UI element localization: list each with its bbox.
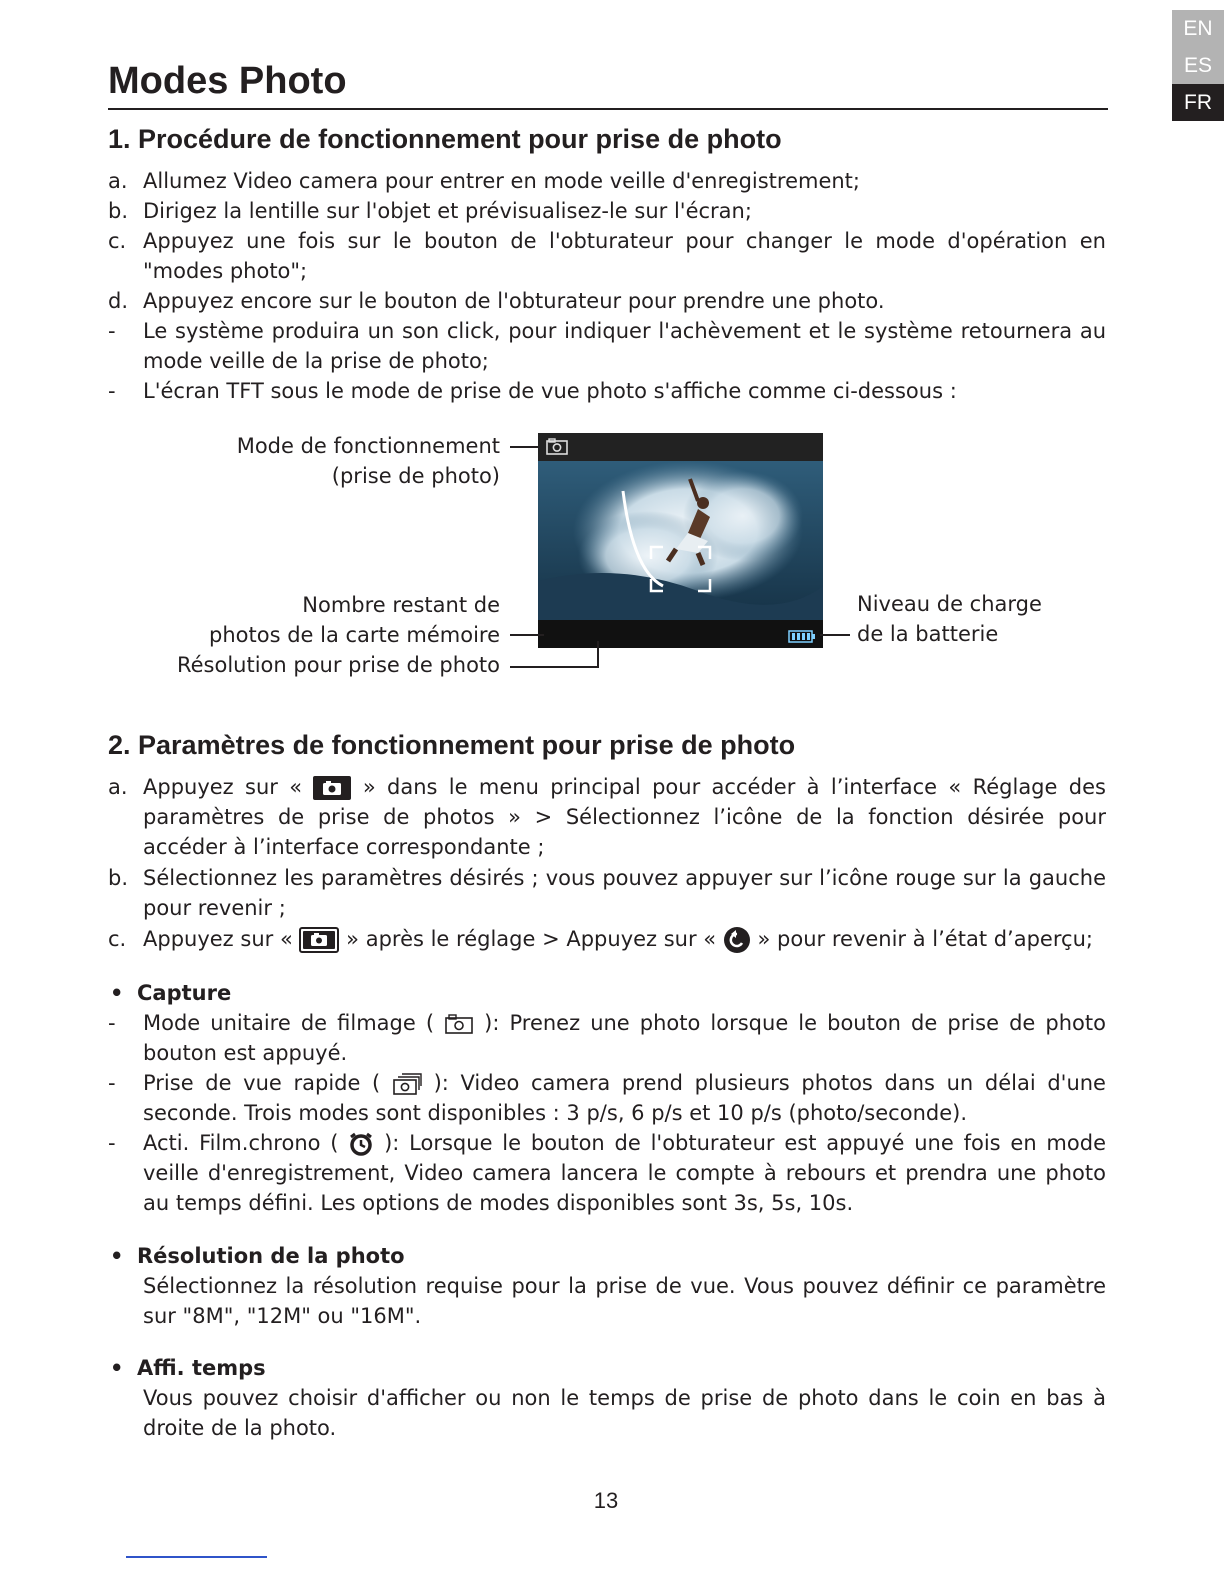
footer-rule — [126, 1556, 267, 1558]
list-item — [108, 924, 1106, 954]
single-shot-icon — [444, 1013, 474, 1035]
list-item — [108, 1128, 1106, 1218]
time-display-section — [108, 1353, 1106, 1443]
resolution-text: Sélectionnez la résolution requise pour la prise de vue. Vous pouvez définir ce paramètre sur "8M", "12M" ou "16M". — [143, 1274, 1106, 1328]
list-item-text: » après le réglage > Appuyez sur « — [346, 927, 717, 951]
lang-tab-en[interactable]: EN — [1172, 10, 1224, 47]
list-item-text: Appuyez une fois sur le bouton de l'obturateur pour changer le mode d'opération en "modes photo"; — [143, 229, 1106, 283]
list-marker: - — [108, 379, 116, 403]
callout-line: Niveau de charge — [857, 592, 1042, 616]
list-item-text: Allumez Video camera pour entrer en mode veille d'enregistrement; — [143, 169, 860, 193]
lang-tab-fr[interactable]: FR — [1172, 84, 1224, 121]
list-marker: a. — [108, 169, 128, 193]
language-tabs — [1172, 10, 1224, 121]
list-item — [108, 1008, 1106, 1068]
capture-heading — [108, 978, 1106, 1008]
bullet-marker: • — [110, 1244, 124, 1268]
camera-screen-preview — [538, 433, 823, 648]
list-item-text: Prise de vue rapide ( — [143, 1071, 381, 1095]
time-display-text: Vous pouvez choisir d'afficher ou non le temps de prise de photo dans le coin en bas à droite de la photo. — [143, 1386, 1106, 1440]
self-timer-icon — [348, 1132, 374, 1156]
bullet-marker: • — [110, 981, 124, 1005]
list-marker: c. — [108, 229, 127, 253]
camera-settings-icon — [299, 927, 339, 953]
list-marker: d. — [108, 289, 129, 313]
heading-text: Capture — [137, 981, 232, 1005]
page-title: Modes Photo — [108, 58, 1108, 110]
remaining-callout-label — [209, 590, 500, 650]
resolution-callout-label: Résolution pour prise de photo — [176, 653, 500, 677]
leader-line — [820, 634, 850, 636]
list-item-text: ): Video camera prend plusieurs photos dans un délai d'une seconde. Trois modes sont disponibles : 3 p/s, 6 p/s et 10 p/s (photo/seconde). — [143, 1071, 1106, 1125]
list-item-text: » dans le menu principal pour accéder à l’interface « Réglage des paramètres de prise de photos » > Sélectionnez l’icône de la fonction désirée pour accéder à l’interface correspondante ; — [143, 775, 1106, 859]
list-item-text: ): Lorsque le bouton de l'obturateur est appuyé une fois en mode veille d'enregistrement, Video camera lancera le compte à rebours et prendra une photo au temps défini. Les options de modes disponibles sont 3s, 5s, 10s. — [143, 1131, 1106, 1215]
list-item — [108, 772, 1106, 862]
list-item — [108, 226, 1106, 286]
callout-line: de la batterie — [857, 622, 999, 646]
list-marker: b. — [108, 866, 129, 890]
lang-tab-es[interactable]: ES — [1172, 47, 1224, 84]
section2-title: 2. Paramètres de fonctionnement pour prise de photo — [108, 730, 796, 760]
section1-title: 1. Procédure de fonctionnement pour prise de photo — [108, 124, 782, 154]
list-marker: - — [108, 1011, 116, 1035]
list-item-text: L'écran TFT sous le mode de prise de vue photo s'affiche comme ci-dessous : — [143, 379, 957, 403]
photo-mode-icon — [546, 438, 568, 459]
bullet-marker: • — [110, 1356, 124, 1380]
list-item-text: Acti. Film.chrono ( — [143, 1131, 339, 1155]
list-marker: a. — [108, 775, 128, 799]
list-marker: c. — [108, 927, 127, 951]
battery-icon — [788, 628, 816, 647]
capture-section — [108, 978, 1106, 1218]
list-item — [108, 166, 1106, 196]
resolution-section — [108, 1241, 1106, 1331]
list-item — [108, 316, 1106, 376]
list-item — [108, 376, 1106, 406]
list-marker: - — [108, 1071, 116, 1095]
list-item-text: Le système produira un son click, pour indiquer l'achèvement et le système retournera au mode veille de la prise de photo; — [143, 319, 1106, 373]
callout-line: photos de la carte mémoire — [209, 623, 500, 647]
list-item-text: Appuyez encore sur le bouton de l'obturateur pour prendre une photo. — [143, 289, 885, 313]
list-item-text: Appuyez sur « — [143, 927, 293, 951]
time-display-heading — [108, 1353, 1106, 1383]
list-marker: b. — [108, 199, 129, 223]
resolution-heading — [108, 1241, 1106, 1271]
list-item — [108, 286, 1106, 316]
list-marker: - — [108, 1131, 116, 1155]
leader-line — [510, 634, 544, 636]
page-number: 13 — [593, 1488, 619, 1513]
callout-line: Mode de fonctionnement — [236, 434, 500, 458]
return-icon — [723, 926, 751, 954]
surfer-photo — [538, 461, 823, 620]
heading-text: Affi. temps — [137, 1356, 266, 1380]
burst-icon — [392, 1072, 422, 1096]
callout-line: (prise de photo) — [331, 464, 500, 488]
list-item-text: Appuyez sur « — [143, 775, 303, 799]
list-item — [108, 196, 1106, 226]
battery-callout-label — [857, 589, 1042, 649]
heading-text: Résolution de la photo — [137, 1244, 405, 1268]
list-item — [108, 1068, 1106, 1128]
mode-callout-label — [237, 431, 500, 491]
callout-line: Nombre restant de — [302, 593, 500, 617]
screen-bottom-bar — [538, 620, 823, 648]
list-item — [108, 863, 1106, 923]
list-item-text: Mode unitaire de filmage ( — [143, 1011, 435, 1035]
list-item-text: Sélectionnez les paramètres désirés ; vous pouvez appuyer sur l’icône rouge sur la gauche pour revenir ; — [143, 866, 1106, 920]
section2-list — [108, 772, 1106, 954]
screen-top-bar — [538, 433, 823, 461]
section1-list — [108, 166, 1106, 406]
list-marker: - — [108, 319, 116, 343]
list-item-text: ): Prenez une photo lorsque le bouton de prise de photo bouton est appuyé. — [143, 1011, 1106, 1065]
list-item-text: » pour revenir à l’état d’aperçu; — [757, 927, 1093, 951]
leader-line — [597, 641, 599, 668]
camera-menu-icon — [313, 776, 351, 800]
leader-line — [510, 666, 599, 668]
list-item-text: Dirigez la lentille sur l'objet et prévisualisez-le sur l'écran; — [143, 199, 752, 223]
